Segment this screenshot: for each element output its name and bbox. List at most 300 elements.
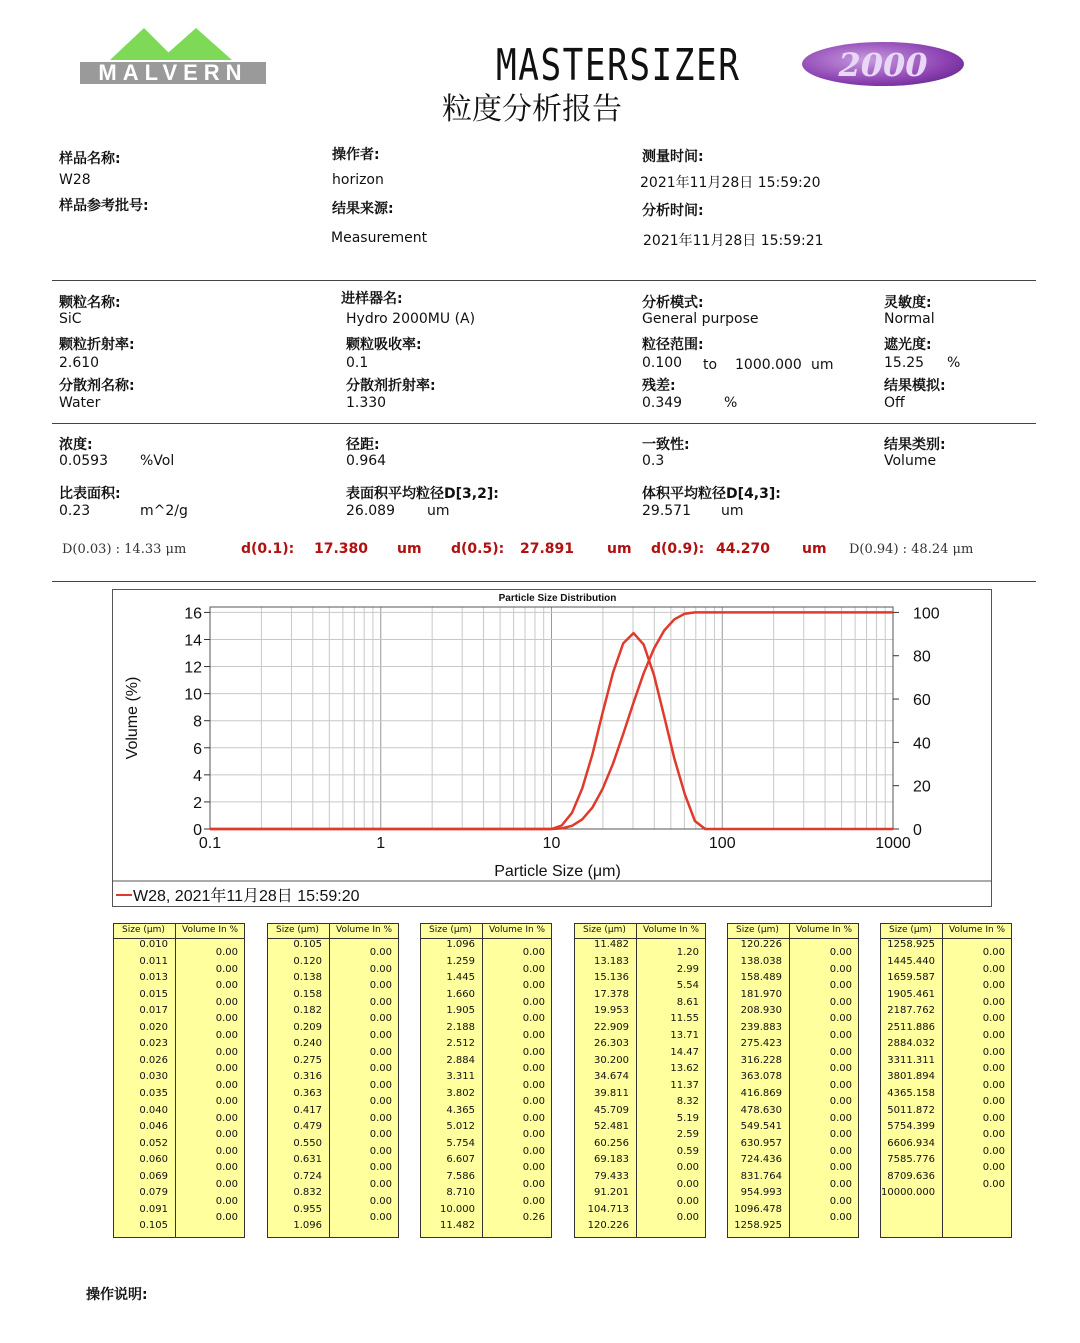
size-cell: 39.811 bbox=[594, 1087, 629, 1099]
volume-cell: 0.00 bbox=[369, 1178, 392, 1190]
size-cell: 0.046 bbox=[139, 1121, 168, 1133]
size-cell: 0.020 bbox=[139, 1021, 168, 1033]
model-label: 分析模式: bbox=[642, 295, 704, 311]
volume-cell: 14.47 bbox=[670, 1046, 699, 1058]
size-cell: 120.226 bbox=[740, 939, 782, 950]
volume-cell: 0.00 bbox=[215, 947, 238, 959]
y2-tick-label: 20 bbox=[913, 778, 931, 796]
span-value: 0.964 bbox=[346, 453, 387, 469]
uniformity-value: 0.3 bbox=[642, 453, 665, 469]
volume-cell: 0.00 bbox=[522, 1030, 545, 1042]
volume-cell: 0.00 bbox=[676, 1212, 699, 1224]
volume-cell: 0.00 bbox=[522, 1129, 545, 1141]
volume-cell: 0.00 bbox=[829, 1212, 852, 1224]
size-cell: 0.010 bbox=[139, 939, 168, 950]
dispersant-ri-value: 1.330 bbox=[346, 395, 387, 411]
volume-cell: 0.00 bbox=[522, 1063, 545, 1075]
size-cell: 34.674 bbox=[594, 1071, 629, 1083]
uniformity-label: 一致性: bbox=[642, 437, 690, 453]
size-cell: 5.012 bbox=[446, 1121, 475, 1133]
volume-cell: 0.00 bbox=[522, 1112, 545, 1124]
accessory-label: 进样器名: bbox=[341, 291, 403, 307]
sensitivity-label: 灵敏度: bbox=[884, 295, 932, 311]
d09-value: 44.270 bbox=[716, 541, 771, 557]
volume-cell: 8.32 bbox=[676, 1096, 699, 1108]
volume-cell: 1.20 bbox=[676, 947, 699, 959]
volume-cell: 0.00 bbox=[369, 1212, 392, 1224]
emulation-label: 结果模拟: bbox=[884, 378, 946, 394]
size-cell: 13.183 bbox=[594, 955, 629, 967]
y-tick-label: 12 bbox=[184, 659, 202, 677]
y-tick-label: 6 bbox=[193, 740, 202, 758]
divider bbox=[52, 581, 1036, 582]
size-cell: 79.433 bbox=[594, 1170, 629, 1182]
emulation-value: Off bbox=[884, 395, 905, 411]
size-cell: 138.038 bbox=[740, 955, 782, 967]
size-cell: 0.105 bbox=[293, 939, 322, 950]
brand-badge-text: 2000 bbox=[838, 46, 928, 84]
volume-cell: 0.00 bbox=[982, 1096, 1005, 1108]
range-max: 1000.000 bbox=[735, 357, 802, 373]
accessory-value: Hydro 2000MU (A) bbox=[346, 311, 476, 327]
ri-label: 颗粒折射率: bbox=[59, 337, 135, 353]
ssa-value: 0.23 bbox=[59, 503, 91, 519]
size-cell: 11.482 bbox=[440, 1220, 475, 1232]
range-label: 粒径范围: bbox=[642, 337, 704, 353]
size-cell: 6.607 bbox=[446, 1154, 475, 1166]
volume-cell: 0.00 bbox=[522, 1096, 545, 1108]
volume-cell: 0.00 bbox=[982, 1162, 1005, 1174]
size-table-4 bbox=[574, 923, 706, 1238]
x-tick-label: 0.1 bbox=[198, 835, 222, 852]
volume-cell: 0.00 bbox=[522, 947, 545, 959]
size-cell: 0.026 bbox=[139, 1054, 168, 1066]
volume-cell: 0.00 bbox=[215, 1212, 238, 1224]
residual-label: 残差: bbox=[642, 378, 676, 394]
size-cell: 0.069 bbox=[139, 1170, 168, 1182]
volume-cell: 13.71 bbox=[670, 1030, 699, 1042]
volume-cell: 0.00 bbox=[369, 1162, 392, 1174]
volume-cell: 0.00 bbox=[982, 980, 1005, 992]
range-min: 0.100 bbox=[642, 355, 683, 371]
size-cell: 15.136 bbox=[594, 972, 629, 984]
y2-tick-label: 0 bbox=[913, 822, 922, 839]
brand-title: MASTERSIZER bbox=[496, 40, 741, 91]
y2-tick-label: 80 bbox=[913, 648, 931, 666]
size-cell: 1.259 bbox=[446, 955, 475, 967]
size-cell: 239.883 bbox=[740, 1021, 782, 1033]
size-table-3 bbox=[420, 923, 552, 1238]
size-cell: 0.120 bbox=[293, 955, 322, 967]
volume-cell: 0.00 bbox=[829, 1112, 852, 1124]
size-cell: 30.200 bbox=[594, 1054, 629, 1066]
size-cell: 120.226 bbox=[587, 1220, 629, 1232]
d05-value: 27.891 bbox=[520, 541, 575, 557]
volume-cell: 0.00 bbox=[215, 963, 238, 975]
volume-cell: 0.00 bbox=[829, 1178, 852, 1190]
volume-header: Volume In % bbox=[489, 925, 546, 935]
volume-cell: 0.00 bbox=[829, 1079, 852, 1091]
x-axis-label: Particle Size (μm) bbox=[494, 863, 621, 880]
d003-value: D(0.03) : 14.33 μm bbox=[62, 542, 187, 557]
size-cell: 0.013 bbox=[139, 972, 168, 984]
d43-value: 29.571 bbox=[642, 503, 691, 519]
volume-cell: 0.26 bbox=[522, 1212, 545, 1224]
volume-header: Volume In % bbox=[796, 925, 853, 935]
size-cell: 19.953 bbox=[594, 1005, 629, 1017]
size-cell: 5011.872 bbox=[887, 1104, 935, 1116]
size-cell: 91.201 bbox=[594, 1187, 629, 1199]
volume-cell: 0.00 bbox=[369, 1195, 392, 1207]
ssa-unit: m^2/g bbox=[140, 503, 188, 519]
d09-unit: um bbox=[802, 541, 827, 557]
size-cell: 3.802 bbox=[446, 1087, 475, 1099]
range-to: to bbox=[703, 357, 718, 373]
size-cell: 7.586 bbox=[446, 1170, 475, 1182]
volume-cell: 0.00 bbox=[215, 1030, 238, 1042]
absorption-value: 0.1 bbox=[346, 355, 369, 371]
result-type-value: Volume bbox=[884, 453, 937, 469]
size-cell: 104.713 bbox=[587, 1203, 629, 1215]
size-cell: 17.378 bbox=[594, 988, 629, 1000]
volume-cell: 0.00 bbox=[369, 947, 392, 959]
size-cell: 549.541 bbox=[740, 1121, 782, 1133]
obscuration-value: 15.25 bbox=[884, 355, 925, 371]
result-type-label: 结果类别: bbox=[884, 437, 946, 453]
volume-cell: 5.19 bbox=[676, 1112, 699, 1124]
size-table-1 bbox=[113, 923, 245, 1238]
volume-cell: 0.59 bbox=[676, 1145, 699, 1157]
volume-cell: 0.00 bbox=[369, 1030, 392, 1042]
table-header bbox=[881, 924, 1011, 939]
size-cell: 4.365 bbox=[446, 1104, 475, 1116]
size-cell: 0.060 bbox=[139, 1154, 168, 1166]
notes-label: 操作说明: bbox=[86, 1287, 148, 1303]
size-cell: 1096.478 bbox=[734, 1203, 782, 1215]
volume-cell: 0.00 bbox=[369, 1112, 392, 1124]
size-cell: 0.832 bbox=[293, 1187, 322, 1199]
size-cell: 60.256 bbox=[594, 1137, 629, 1149]
volume-cell: 0.00 bbox=[829, 1129, 852, 1141]
size-cell: 181.970 bbox=[740, 988, 782, 1000]
size-header: Size (μm) bbox=[583, 925, 626, 935]
d05-unit: um bbox=[607, 541, 632, 557]
size-cell: 363.078 bbox=[740, 1071, 782, 1083]
size-cell: 5754.399 bbox=[887, 1121, 935, 1133]
size-cell: 0.955 bbox=[293, 1203, 322, 1215]
volume-cell: 0.00 bbox=[982, 947, 1005, 959]
volume-cell: 0.00 bbox=[522, 996, 545, 1008]
size-cell: 0.079 bbox=[139, 1187, 168, 1199]
size-cell: 1905.461 bbox=[887, 988, 935, 1000]
volume-cell: 0.00 bbox=[982, 1013, 1005, 1025]
volume-header: Volume In % bbox=[182, 925, 239, 935]
volume-cell: 0.00 bbox=[215, 1013, 238, 1025]
size-cell: 2511.886 bbox=[887, 1021, 935, 1033]
size-cell: 2884.032 bbox=[887, 1038, 935, 1050]
d32-value: 26.089 bbox=[346, 503, 395, 519]
volume-cell: 0.00 bbox=[829, 996, 852, 1008]
volume-cell: 0.00 bbox=[522, 1013, 545, 1025]
size-cell: 69.183 bbox=[594, 1154, 629, 1166]
volume-cell: 0.00 bbox=[982, 1178, 1005, 1190]
x-tick-label: 10 bbox=[542, 835, 561, 852]
volume-cell: 0.00 bbox=[369, 996, 392, 1008]
size-cell: 3311.311 bbox=[887, 1054, 935, 1066]
size-header: Size (μm) bbox=[736, 925, 779, 935]
brand-badge bbox=[802, 42, 964, 86]
size-table-6 bbox=[880, 923, 1012, 1238]
particle-name-label: 颗粒名称: bbox=[59, 295, 121, 311]
volume-cell: 0.00 bbox=[215, 1195, 238, 1207]
size-cell: 52.481 bbox=[594, 1121, 629, 1133]
size-cell: 2187.762 bbox=[887, 1005, 935, 1017]
absorption-label: 颗粒吸收率: bbox=[346, 337, 422, 353]
y-tick-label: 2 bbox=[193, 794, 202, 812]
volume-cell: 0.00 bbox=[522, 1178, 545, 1190]
volume-cell: 0.00 bbox=[982, 1063, 1005, 1075]
source-label: 结果来源: bbox=[332, 201, 394, 217]
concentration-value: 0.0593 bbox=[59, 453, 108, 469]
volume-cell: 0.00 bbox=[369, 1079, 392, 1091]
size-cell: 724.436 bbox=[740, 1154, 782, 1166]
ri-value: 2.610 bbox=[59, 355, 100, 371]
measure-time-label: 测量时间: bbox=[642, 149, 704, 165]
size-cell: 0.363 bbox=[293, 1087, 322, 1099]
volume-cell: 0.00 bbox=[522, 963, 545, 975]
concentration-unit: %Vol bbox=[140, 453, 175, 469]
size-cell: 2.884 bbox=[446, 1054, 475, 1066]
size-cell: 0.030 bbox=[139, 1071, 168, 1083]
volume-cell: 0.00 bbox=[215, 1096, 238, 1108]
volume-cell: 0.00 bbox=[369, 1063, 392, 1075]
obscuration-label: 遮光度: bbox=[884, 337, 932, 353]
volume-cell: 0.00 bbox=[829, 947, 852, 959]
volume-cell: 0.00 bbox=[369, 1145, 392, 1157]
volume-cell: 0.00 bbox=[369, 1129, 392, 1141]
volume-cell: 0.00 bbox=[676, 1195, 699, 1207]
y2-tick-label: 60 bbox=[913, 692, 931, 710]
size-cell: 0.417 bbox=[293, 1104, 322, 1116]
volume-cell: 0.00 bbox=[829, 1013, 852, 1025]
concentration-label: 浓度: bbox=[59, 437, 93, 453]
d43-label: 体积平均粒径D[4,3]: bbox=[642, 486, 781, 502]
d01-unit: um bbox=[397, 541, 422, 557]
malvern-logo bbox=[80, 26, 266, 84]
sample-ref-label: 样品参考批号: bbox=[59, 198, 149, 214]
divider bbox=[52, 280, 1036, 281]
table-header bbox=[728, 924, 858, 939]
volume-cell: 0.00 bbox=[982, 996, 1005, 1008]
volume-cell: 0.00 bbox=[522, 1162, 545, 1174]
size-header: Size (μm) bbox=[122, 925, 165, 935]
volume-cell: 2.59 bbox=[676, 1129, 699, 1141]
size-cell: 0.105 bbox=[139, 1220, 168, 1232]
volume-cell: 0.00 bbox=[829, 1145, 852, 1157]
chart-title: Particle Size Distribution bbox=[498, 593, 617, 604]
size-cell: 0.138 bbox=[293, 972, 322, 984]
volume-cell: 0.00 bbox=[676, 1162, 699, 1174]
y-tick-label: 0 bbox=[193, 822, 202, 839]
size-cell: 3.311 bbox=[446, 1071, 475, 1083]
size-cell: 1.096 bbox=[446, 939, 475, 950]
size-cell: 22.909 bbox=[594, 1021, 629, 1033]
volume-cell: 11.55 bbox=[670, 1013, 699, 1025]
d43-unit: um bbox=[721, 503, 744, 519]
size-cell: 0.550 bbox=[293, 1137, 322, 1149]
size-cell: 0.091 bbox=[139, 1203, 168, 1215]
report-title: 粒度分析报告 bbox=[442, 92, 622, 127]
size-cell: 0.479 bbox=[293, 1121, 322, 1133]
size-cell: 158.489 bbox=[740, 972, 782, 984]
size-cell: 8.710 bbox=[446, 1187, 475, 1199]
size-cell: 1258.925 bbox=[887, 939, 935, 950]
size-cell: 0.011 bbox=[139, 955, 168, 967]
residual-unit: % bbox=[724, 395, 738, 411]
size-cell: 8709.636 bbox=[887, 1170, 935, 1182]
volume-cell: 0.00 bbox=[982, 1030, 1005, 1042]
span-label: 径距: bbox=[346, 437, 380, 453]
volume-cell: 0.00 bbox=[215, 1129, 238, 1141]
logo-text: MALVERN bbox=[98, 60, 248, 85]
volume-cell: 0.00 bbox=[829, 1096, 852, 1108]
y-tick-label: 14 bbox=[184, 632, 202, 650]
size-table-5 bbox=[727, 923, 859, 1238]
volume-header: Volume In % bbox=[643, 925, 700, 935]
volume-cell: 0.00 bbox=[829, 963, 852, 975]
volume-cell: 0.00 bbox=[829, 1195, 852, 1207]
source-value: Measurement bbox=[331, 230, 428, 246]
size-cell: 0.040 bbox=[139, 1104, 168, 1116]
table-header bbox=[114, 924, 244, 939]
volume-cell: 0.00 bbox=[676, 1178, 699, 1190]
size-cell: 0.275 bbox=[293, 1054, 322, 1066]
size-cell: 0.017 bbox=[139, 1005, 168, 1017]
d32-unit: um bbox=[427, 503, 450, 519]
size-cell: 7585.776 bbox=[887, 1154, 935, 1166]
sample-name-label: 样品名称: bbox=[59, 151, 121, 167]
range-unit: um bbox=[811, 357, 834, 373]
volume-cell: 0.00 bbox=[215, 980, 238, 992]
d094-value: D(0.94) : 48.24 μm bbox=[849, 542, 974, 557]
d01-label: d(0.1): bbox=[241, 541, 295, 557]
size-cell: 208.930 bbox=[740, 1005, 782, 1017]
dispersant-label: 分散剂名称: bbox=[59, 378, 135, 394]
size-cell: 5.754 bbox=[446, 1137, 475, 1149]
y-axis-label: Volume (%) bbox=[124, 676, 141, 760]
size-cell: 0.158 bbox=[293, 988, 322, 1000]
particle-name-value: SiC bbox=[59, 311, 82, 327]
volume-header: Volume In % bbox=[336, 925, 393, 935]
volume-cell: 0.00 bbox=[215, 1063, 238, 1075]
size-cell: 0.316 bbox=[293, 1071, 322, 1083]
size-cell: 0.209 bbox=[293, 1021, 322, 1033]
size-cell: 1659.587 bbox=[887, 972, 935, 984]
size-cell: 1.096 bbox=[293, 1220, 322, 1232]
obscuration-unit: % bbox=[947, 355, 961, 371]
volume-cell: 0.00 bbox=[829, 1162, 852, 1174]
y2-tick-label: 40 bbox=[913, 735, 931, 753]
volume-cell: 0.00 bbox=[522, 980, 545, 992]
size-cell: 0.023 bbox=[139, 1038, 168, 1050]
size-cell: 478.630 bbox=[740, 1104, 782, 1116]
table-header bbox=[268, 924, 398, 939]
size-cell: 10.000 bbox=[440, 1203, 475, 1215]
size-cell: 1.445 bbox=[446, 972, 475, 984]
analysis-time-label: 分析时间: bbox=[642, 203, 704, 219]
volume-cell: 0.00 bbox=[829, 1030, 852, 1042]
volume-cell: 0.00 bbox=[982, 963, 1005, 975]
x-tick-label: 1000 bbox=[875, 835, 911, 852]
size-cell: 6606.934 bbox=[887, 1137, 935, 1149]
volume-cell: 0.00 bbox=[215, 1162, 238, 1174]
size-cell: 1258.925 bbox=[734, 1220, 782, 1232]
legend-label: W28, 2021年11月28日 15:59:20 bbox=[133, 888, 360, 905]
size-header: Size (μm) bbox=[889, 925, 932, 935]
volume-cell: 0.00 bbox=[215, 996, 238, 1008]
dispersant-value: Water bbox=[59, 395, 101, 411]
size-cell: 954.993 bbox=[740, 1187, 782, 1199]
volume-cell: 8.61 bbox=[676, 996, 699, 1008]
d05-label: d(0.5): bbox=[451, 541, 505, 557]
volume-cell: 0.00 bbox=[982, 1046, 1005, 1058]
size-cell: 0.724 bbox=[293, 1170, 322, 1182]
size-cell: 0.240 bbox=[293, 1038, 322, 1050]
y2-tick-label: 100 bbox=[913, 605, 940, 623]
volume-cell: 0.00 bbox=[215, 1112, 238, 1124]
measure-time-value: 2021年11月28日 15:59:20 bbox=[640, 175, 821, 191]
volume-cell: 5.54 bbox=[676, 980, 699, 992]
size-cell: 3801.894 bbox=[887, 1071, 935, 1083]
volume-cell: 0.00 bbox=[829, 980, 852, 992]
ssa-label: 比表面积: bbox=[59, 486, 121, 502]
size-cell: 831.764 bbox=[740, 1170, 782, 1182]
model-value: General purpose bbox=[642, 311, 759, 327]
volume-cell: 0.00 bbox=[982, 1079, 1005, 1091]
size-header: Size (μm) bbox=[429, 925, 472, 935]
table-header bbox=[421, 924, 551, 939]
volume-cell: 0.00 bbox=[522, 1046, 545, 1058]
volume-cell: 0.00 bbox=[522, 1195, 545, 1207]
size-cell: 0.052 bbox=[139, 1137, 168, 1149]
size-cell: 4365.158 bbox=[887, 1087, 935, 1099]
y-tick-label: 16 bbox=[184, 605, 202, 623]
volume-cell: 0.00 bbox=[522, 1145, 545, 1157]
volume-cell: 0.00 bbox=[829, 1063, 852, 1075]
size-cell: 1445.440 bbox=[887, 955, 935, 967]
size-cell: 11.482 bbox=[594, 939, 629, 950]
size-cell: 45.709 bbox=[594, 1104, 629, 1116]
d32-label: 表面积平均粒径D[3,2]: bbox=[346, 486, 499, 502]
y-tick-label: 4 bbox=[193, 767, 202, 785]
psd-chart bbox=[113, 590, 991, 906]
operator-label: 操作者: bbox=[332, 147, 380, 163]
volume-cell: 0.00 bbox=[982, 1112, 1005, 1124]
chart-panel bbox=[112, 589, 992, 907]
sensitivity-value: Normal bbox=[884, 311, 935, 327]
volume-cell: 0.00 bbox=[215, 1079, 238, 1091]
size-cell: 2.512 bbox=[446, 1038, 475, 1050]
size-header: Size (μm) bbox=[276, 925, 319, 935]
volume-cell: 0.00 bbox=[369, 1046, 392, 1058]
size-cell: 316.228 bbox=[740, 1054, 782, 1066]
sample-name-value: W28 bbox=[59, 172, 91, 188]
d09-label: d(0.9): bbox=[651, 541, 705, 557]
size-cell: 275.423 bbox=[740, 1038, 782, 1050]
volume-cell: 0.00 bbox=[982, 1129, 1005, 1141]
d01-value: 17.380 bbox=[314, 541, 369, 557]
size-cell: 1.660 bbox=[446, 988, 475, 1000]
